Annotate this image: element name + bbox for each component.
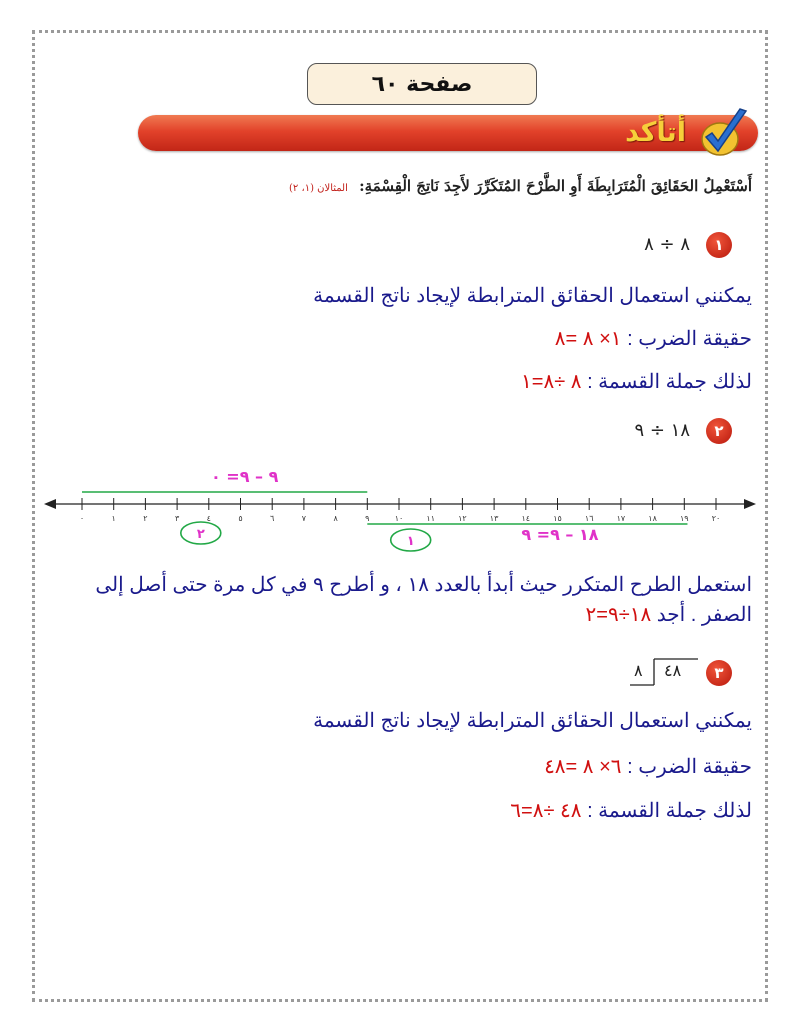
page-number-text: صفحة ٦٠ — [371, 71, 473, 97]
q2-explanation — [52, 570, 752, 630]
q1-division-label: لذلك جملة القسمة : — [587, 371, 752, 393]
q1-multiplication-label: حقيقة الضرب : — [627, 328, 752, 350]
tick-label-7: ٧ — [301, 514, 307, 523]
q2-explanation-line-1: استعمل الطرح المتكرر حيث أبدأ بالعدد ١٨ ، و أطرح ٩ في كل مرة حتى أصل إلى — [95, 574, 752, 596]
tick-label-15: ١٥ — [553, 514, 562, 523]
q3-line-3 — [510, 798, 752, 823]
tick-label-10: ١٠ — [394, 514, 404, 523]
q1-line-3 — [521, 369, 752, 394]
tick-label-20: ٢٠ — [711, 514, 721, 523]
tick-label-4: ٤ — [206, 514, 211, 523]
banner-title: أتأكد — [625, 117, 686, 148]
tick-label-18: ١٨ — [648, 514, 657, 523]
page-number-tag — [307, 63, 537, 105]
q3-multiplication-fact: ٦× ٨ =٤٨ — [544, 756, 622, 778]
divisor: ٨ — [634, 661, 643, 680]
tick-label-9: ٩ — [365, 514, 370, 523]
tick-label-17: ١٧ — [616, 514, 626, 523]
q2-explanation-line-2 — [52, 600, 752, 630]
q2-result-label: الصفر . أجد — [656, 604, 752, 626]
tick-label-14: ١٤ — [521, 514, 531, 523]
q3-division-label: لذلك جملة القسمة : — [587, 800, 752, 822]
jump-label-upper: ٩ – ٩= ٠ — [210, 467, 279, 486]
tick-label-12: ١٢ — [458, 514, 467, 523]
q1-multiplication-fact: ١× ٨ =٨ — [554, 328, 622, 350]
tick-label-16: ١٦ — [584, 514, 594, 523]
tick-label-13: ١٣ — [489, 514, 499, 523]
check-icon — [696, 107, 750, 159]
q2-problem: ١٨ ÷ ٩ — [634, 420, 690, 441]
tick-label-19: ١٩ — [680, 514, 689, 523]
instruction-text: أَسْتَعْمِلُ الحَقَائِقَ الْمُتَرَابِطَةَ أَوِ الطَّرْحَ المُتَكَرِّرَ لأَجِدَ نَاتِجَ الْقِسْمَةِ: — [359, 177, 752, 195]
count-label-1: ١ — [406, 534, 415, 549]
q3-line-1: يمكنني استعمال الحقائق المترابطة لإيجاد ناتج القسمة — [313, 710, 752, 732]
exercise-instruction — [52, 177, 752, 195]
tick-label-8: ٨ — [333, 514, 338, 523]
axis-arrow-left — [44, 499, 56, 509]
dividend: ٤٨ — [664, 661, 682, 680]
long-division-box — [630, 657, 700, 685]
tick-label-2: ٢ — [143, 514, 148, 523]
tick-label-0: ٠ — [79, 514, 85, 523]
jump-label-lower: ١٨ – ٩= ٩ — [521, 525, 599, 544]
tick-label-1: ١ — [111, 514, 116, 523]
tick-label-6: ٦ — [270, 514, 275, 523]
examples-reference: المثالان (١، ٢) — [289, 183, 348, 194]
tick-label-3: ٣ — [174, 514, 180, 523]
count-label-2: ٢ — [196, 527, 205, 542]
q3-line-2 — [544, 754, 752, 779]
tick-label-11: ١١ — [426, 514, 435, 523]
q1-division-sentence: ٨ ÷٨=١ — [521, 371, 582, 393]
q1-problem: ٨ ÷ ٨ — [644, 234, 690, 255]
q2-result-sentence: ١٨÷٩=٢ — [585, 604, 652, 626]
number-line — [40, 460, 760, 560]
q1-line-2 — [555, 326, 752, 351]
q1-line-1: يمكنني استعمال الحقائق المترابطة لإيجاد ناتج القسمة — [313, 285, 752, 307]
section-banner — [138, 115, 758, 151]
question-number-2: ٢ — [706, 418, 732, 444]
question-number-1: ١ — [706, 232, 732, 258]
q3-division-sentence: ٤٨ ÷٨=٦ — [510, 800, 582, 822]
tick-label-5: ٥ — [238, 514, 243, 523]
question-number-3: ٣ — [706, 660, 732, 686]
q3-multiplication-label: حقيقة الضرب : — [627, 756, 752, 778]
axis-arrow-right — [744, 499, 756, 509]
